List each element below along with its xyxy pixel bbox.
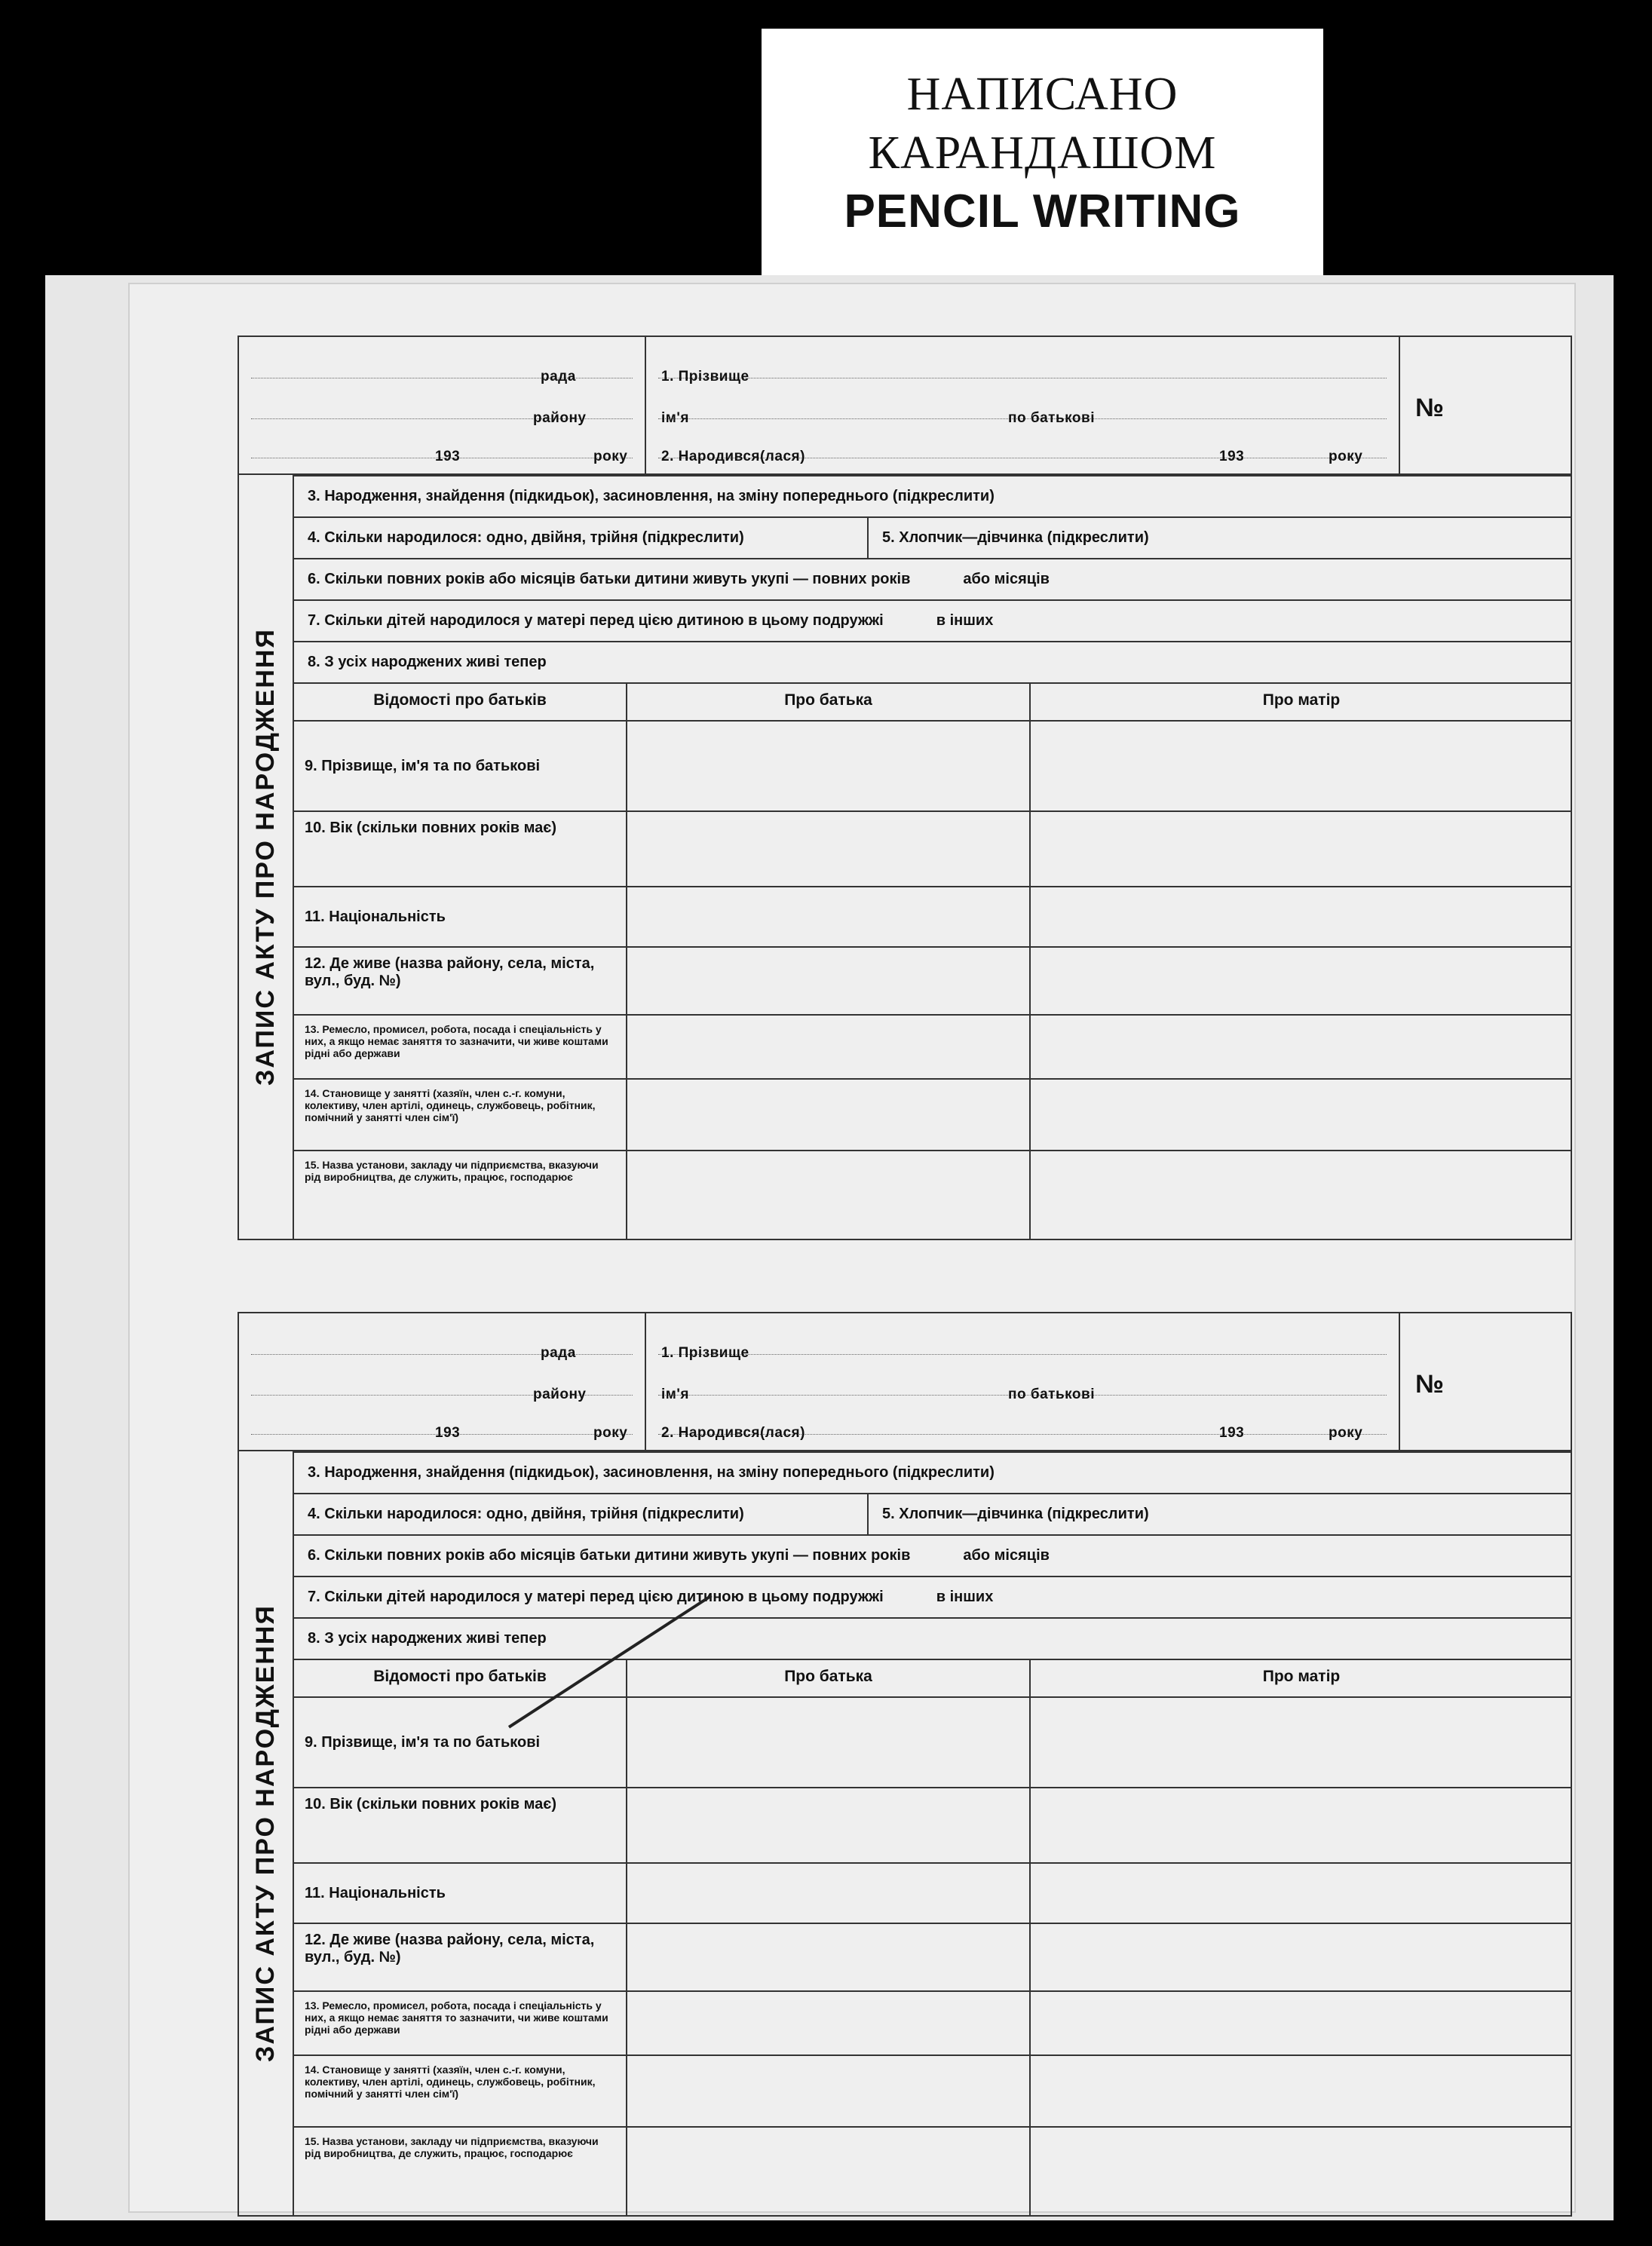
record-number-prefix: № (1415, 394, 1445, 422)
p14-father-bottom (626, 2054, 1029, 2126)
year-prefix-bottom: 193 (435, 1425, 461, 1441)
parents-row-11 (294, 886, 1572, 946)
row-8-bottom (294, 1617, 1572, 1659)
side-title-text: ЗАПИС АКТУ ПРО НАРОДЖЕННЯ (251, 628, 280, 1086)
header-left (239, 337, 646, 473)
label-line-2: КАРАНДАШОМ (868, 127, 1217, 179)
parents-row-13 (294, 1014, 1572, 1078)
p9-mother (1029, 720, 1572, 810)
row-8 (294, 641, 1572, 682)
parents-row-12 (294, 946, 1572, 1014)
parents-row-11-bottom (294, 1862, 1572, 1923)
p9-label: 9. Прізвище, ім'я та по батькові (294, 720, 626, 810)
year-suffix-bottom: року (593, 1425, 628, 1441)
row-7 (294, 599, 1572, 641)
row-7-tail-bottom: в інших (936, 1589, 994, 1605)
p12-father (626, 946, 1029, 1014)
row-7-bottom (294, 1576, 1572, 1617)
row-6-tail: або місяців (963, 571, 1050, 587)
born-year-suffix: року (1329, 449, 1363, 464)
p15-father (626, 1150, 1029, 1240)
p10-mother (1029, 810, 1572, 886)
parents-row-9 (294, 720, 1572, 810)
record-number-prefix-bottom: № (1415, 1370, 1445, 1399)
row-6-tail-bottom: або місяців (963, 1547, 1050, 1564)
surname-label: 1. Прізвище (661, 369, 749, 385)
p9-father (626, 720, 1029, 810)
parents-row-14-bottom (294, 2054, 1572, 2126)
parents-header-c1-bottom: Відомості про батьків (294, 1659, 626, 1696)
row-5 (867, 518, 1572, 558)
parents-row-12-bottom (294, 1923, 1572, 1990)
side-title-bottom (238, 1451, 294, 2217)
p14-mother-bottom (1029, 2054, 1572, 2126)
p13-mother (1029, 1014, 1572, 1078)
row-6-text: 6. Скільки повних років або місяців батьки дитини живуть укупі — повних років (308, 571, 911, 587)
birth-record-bottom (238, 1312, 1572, 2217)
document-page (128, 283, 1576, 2213)
label-line-1: НАПИСАНО (906, 69, 1178, 120)
rada-label-bottom: рада (541, 1345, 576, 1361)
label-line-3: PENCIL WRITING (844, 185, 1241, 237)
parents-row-13-bottom (294, 1990, 1572, 2054)
p12-mother (1029, 946, 1572, 1014)
surname-label-bottom: 1. Прізвище (661, 1345, 749, 1361)
row-3 (294, 475, 1572, 516)
row-4-text: 4. Скільки народилося: одно, двійня, трійня (підкреслити) (308, 529, 744, 546)
pencil-writing-label (762, 29, 1323, 277)
p10-label: 10. Вік (скільки повних років має) (294, 810, 626, 886)
patronymic-label-bottom: по батькові (1008, 1387, 1095, 1402)
p13-label-bottom: 13. Ремесло, промисел, робота, посада і спеціальність у них, а якщо немає заняття то зазначити, чи живе коштами рідні або держави (294, 1990, 626, 2054)
row-8-text: 8. З усіх народжених живі тепер (308, 654, 547, 670)
p9-mother-bottom (1029, 1696, 1572, 1787)
parents-row-10 (294, 810, 1572, 886)
p13-father-bottom (626, 1990, 1029, 2054)
parents-header-c3-bottom: Про матір (1029, 1659, 1572, 1696)
p14-label-bottom: 14. Становище у занятті (хазяїн, член с.-г. комуни, колективу, член артілі, одинець, службовець, робітник, помічний у занятті член сім'ї) (294, 2054, 626, 2126)
record-body-bottom (294, 1451, 1572, 2217)
parents-row-9-bottom (294, 1696, 1572, 1787)
header-middle (646, 337, 1400, 473)
header-right (1400, 337, 1574, 473)
row-7-tail: в інших (936, 612, 994, 629)
p15-mother-bottom (1029, 2126, 1572, 2217)
born-year-suffix-bottom: року (1329, 1425, 1363, 1441)
record-header-bottom (238, 1312, 1572, 1451)
parents-header (294, 682, 1572, 720)
p12-label-bottom: 12. Де живе (назва району, села, міста, вул., буд. №) (294, 1923, 626, 1990)
parents-header-c2: Про батька (626, 682, 1029, 720)
p15-mother (1029, 1150, 1572, 1240)
raion-label: району (533, 410, 587, 426)
row-4-text-bottom: 4. Скільки народилося: одно, двійня, трійня (підкреслити) (308, 1506, 744, 1522)
row-5-bottom (867, 1494, 1572, 1534)
born-year-prefix: 193 (1219, 449, 1245, 464)
name-label: ім'я (661, 410, 689, 426)
p10-father (626, 810, 1029, 886)
p12-label: 12. Де живе (назва району, села, міста, вул., буд. №) (294, 946, 626, 1014)
row-4-5-bottom (294, 1493, 1572, 1534)
p14-mother (1029, 1078, 1572, 1150)
row-3-text-bottom: 3. Народження, знайдення (підкидьок), засиновлення, на зміну попереднього (підкреслити) (308, 1464, 995, 1481)
p15-father-bottom (626, 2126, 1029, 2217)
p14-label: 14. Становище у занятті (хазяїн, член с.-г. комуни, колективу, член артілі, одинець, службовець, робітник, помічний у занятті член сім'ї) (294, 1078, 626, 1150)
p13-label: 13. Ремесло, промисел, робота, посада і спеціальність у них, а якщо немає заняття то зазначити, чи живе коштами рідні або держави (294, 1014, 626, 1078)
p13-mother-bottom (1029, 1990, 1572, 2054)
row-6 (294, 558, 1572, 599)
parents-header-c3: Про матір (1029, 682, 1572, 720)
header-left-bottom (239, 1313, 646, 1450)
birth-record-top (238, 336, 1572, 1240)
p15-label-bottom: 15. Назва установи, закладу чи підприємства, вказуючи рід виробництва, де служить, працює, господарює (294, 2126, 626, 2217)
rada-label: рада (541, 369, 576, 385)
header-right-bottom (1400, 1313, 1574, 1450)
name-label-bottom: ім'я (661, 1387, 689, 1402)
parents-row-10-bottom (294, 1787, 1572, 1862)
p11-label-bottom: 11. Національність (294, 1862, 626, 1923)
p11-mother (1029, 886, 1572, 946)
p13-father (626, 1014, 1029, 1078)
p9-label-bottom: 9. Прізвище, ім'я та по батькові (294, 1696, 626, 1787)
p14-father (626, 1078, 1029, 1150)
born-year-prefix-bottom: 193 (1219, 1425, 1245, 1441)
p11-father (626, 886, 1029, 946)
row-8-text-bottom: 8. З усіх народжених живі тепер (308, 1630, 547, 1647)
parents-header-bottom (294, 1659, 1572, 1696)
year-suffix: року (593, 449, 628, 464)
side-title-text-bottom: ЗАПИС АКТУ ПРО НАРОДЖЕННЯ (251, 1604, 280, 2062)
row-7-text-bottom: 7. Скільки дітей народилося у матері перед цією дитиною в цьому подружжі (308, 1589, 884, 1605)
parents-row-15 (294, 1150, 1572, 1240)
row-6-text-bottom: 6. Скільки повних років або місяців батьки дитини живуть укупі — повних років (308, 1547, 911, 1564)
p10-mother-bottom (1029, 1787, 1572, 1862)
p11-label: 11. Національність (294, 886, 626, 946)
parents-row-15-bottom (294, 2126, 1572, 2217)
row-4-bottom (294, 1494, 867, 1534)
record-header (238, 336, 1572, 475)
row-3-text: 3. Народження, знайдення (підкидьок), засиновлення, на зміну попереднього (підкреслити) (308, 488, 995, 504)
row-4 (294, 518, 867, 558)
record-body (294, 475, 1572, 1240)
header-middle-bottom (646, 1313, 1400, 1450)
raion-label-bottom: району (533, 1387, 587, 1402)
parents-header-c2-bottom: Про батька (626, 1659, 1029, 1696)
born-label-bottom: 2. Народився(лася) (661, 1425, 805, 1441)
parents-header-c1: Відомості про батьків (294, 682, 626, 720)
row-3-bottom (294, 1451, 1572, 1493)
patronymic-label: по батькові (1008, 410, 1095, 426)
p11-mother-bottom (1029, 1862, 1572, 1923)
row-5-text-bottom: 5. Хлопчик—дівчинка (підкреслити) (882, 1506, 1149, 1522)
p10-label-bottom: 10. Вік (скільки повних років має) (294, 1787, 626, 1862)
year-prefix: 193 (435, 449, 461, 464)
side-title (238, 475, 294, 1240)
row-4-5 (294, 516, 1572, 558)
parents-row-14 (294, 1078, 1572, 1150)
p15-label: 15. Назва установи, закладу чи підприємства, вказуючи рід виробництва, де служить, працює, господарює (294, 1150, 626, 1240)
p12-mother-bottom (1029, 1923, 1572, 1990)
row-7-text: 7. Скільки дітей народилося у матері перед цією дитиною в цьому подружжі (308, 612, 884, 629)
row-6-bottom (294, 1534, 1572, 1576)
born-label: 2. Народився(лася) (661, 449, 805, 464)
row-5-text: 5. Хлопчик—дівчинка (підкреслити) (882, 529, 1149, 546)
